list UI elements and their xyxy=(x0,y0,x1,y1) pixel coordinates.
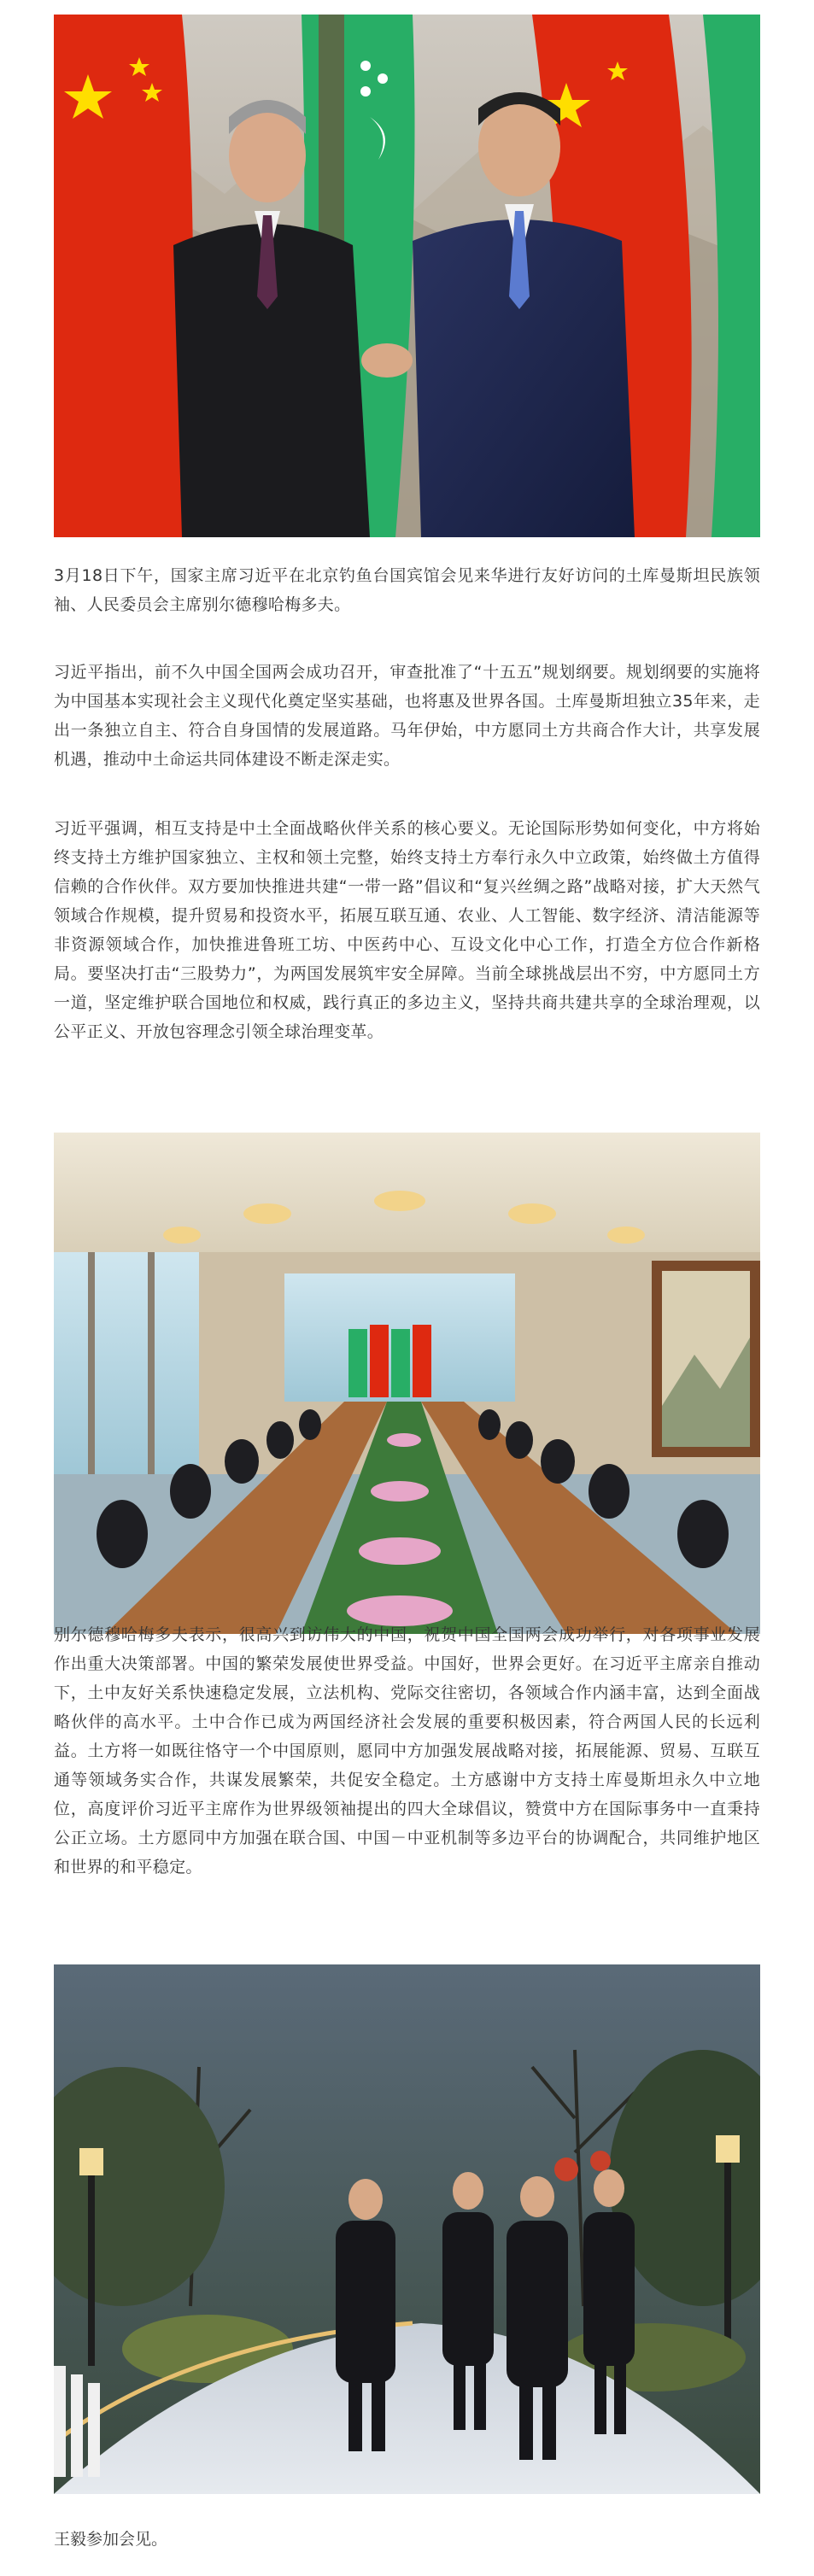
paragraph-xi-remarks: 习近平指出，前不久中国全国两会成功召开，审查批准了“十五五”规划纲要。规划纲要的实施将为中国基本实现社会主义现代化奠定坚实基础，也将惠及世界各国。土库曼斯坦独立35年来，走出一条独立自主、符合自身国情的发展道路。马年伊始，中方愿同土方共商合作大计，共享发展机遇，推动中土命运共同体建设不断走深走实。 xyxy=(54,663,760,769)
paragraph-xi-emphasis: 习近平强调，相互支持是中土全面战略伙伴关系的核心要义。无论国际形势如何变化，中方将始终支持土方维护国家独立、主权和领土完整，始终支持土方奉行永久中立政策，始终做土方值得信赖的合作伙伴。双方要加快推进共建“一带一路”倡议和“复兴丝绸之路”战略对接，扩大天然气领域合作规模，提升贸易和投资水平，拓展互联互通、农业、人工智能、数字经济、清洁能源等非资源领域合作，加快推进鲁班工坊、中医药中心、互设文化中心工作，打造全方位合作新格局。要坚决打击“三股势力”，为两国发展筑牢安全屏障。当前全球挑战层出不穷，中方愿同土方一道，坚定维护联合国地位和权威，践行真正的多边主义，坚持共商共建共享的全球治理观，以公平正义、开放包容理念引领全球治理变革。 xyxy=(54,819,760,1041)
walk-photo xyxy=(54,1964,760,2494)
talks-image xyxy=(54,1133,760,1634)
walk-image xyxy=(54,1964,760,2494)
talks-photo xyxy=(54,1133,760,1634)
handshake-photo xyxy=(54,15,760,537)
handshake-image xyxy=(54,15,760,537)
paragraph-berdimuhamedov-remarks: 别尔德穆哈梅多夫表示，很高兴到访伟大的中国，祝贺中国全国两会成功举行，对各项事业发展作出重大决策部署。中国的繁荣发展使世界受益。中国好，世界会更好。在习近平主席亲自推动下，土中友好关系快速稳定发展，立法机构、党际交往密切，各领域合作内涵丰富，达到全面战略伙伴的高水平。土中合作已成为两国经济社会发展的重要积极因素，符合两国人民的长远利益。土方将一如既往恪守一个中国原则，愿同中方加强发展战略对接，拓展能源、贸易、互联互通等领域务实合作，共谋发展繁荣，共促安全稳定。土方感谢中方支持土库曼斯坦永久中立地位，高度评价习近平主席作为世界级领袖提出的四大全球倡议，赞赏中方在国际事务中一直秉持公正立场。土方愿同中方加强在联合国、中国－中亚机制等多边平台的协调配合，共同维护地区和世界的和平稳定。 xyxy=(54,1625,760,1876)
paragraph-meeting-intro: 3月18日下午，国家主席习近平在北京钓鱼台国宾馆会见来华进行友好访问的土库曼斯坦民族领袖、人民委员会主席别尔德穆哈梅多夫。 xyxy=(54,566,760,614)
photo-caption: 王毅参加会见。 xyxy=(54,2530,168,2549)
